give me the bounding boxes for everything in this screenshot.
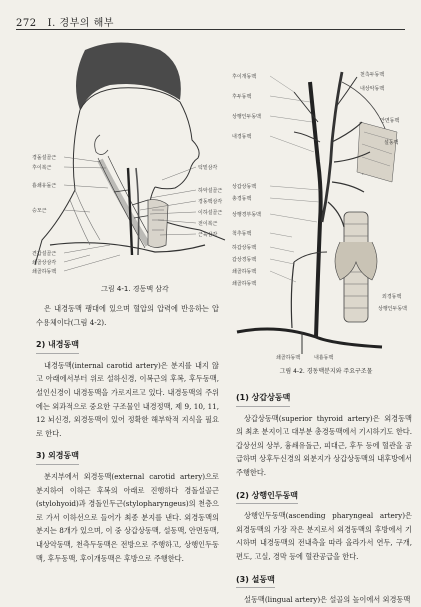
section-ascending-pharyngeal-heading: (2) 상행인두동맥 <box>236 489 298 505</box>
label-common-carotid: 총경동맥 <box>232 196 252 202</box>
figure-carotid-triangle <box>30 40 230 280</box>
label-occipital: 후두동맥 <box>232 94 252 100</box>
label-submandibular: 턱밑삼각 <box>198 165 218 171</box>
label-lingual: 설동맥 <box>384 140 399 146</box>
label-ascending-cervical: 상행경부동맥 <box>232 212 261 218</box>
label-omohyoid: 견갑설골근 <box>32 251 57 257</box>
page-number: 272 <box>16 18 37 29</box>
section-internal-carotid-heading: 2) 내경동맥 <box>36 338 79 354</box>
label-vertebral: 척추동맥 <box>232 231 252 237</box>
left-column <box>36 302 219 565</box>
label-subclavian-2: 쇄골하동맥 <box>232 281 257 287</box>
figure1-caption: 그림 4-1. 경동맥 삼각 <box>101 285 169 293</box>
label-scm: 흉쇄유돌근 <box>32 183 57 189</box>
label-trapezius: 승모근 <box>32 208 47 214</box>
section-external-carotid-heading: 3) 외경동맥 <box>36 449 79 465</box>
label-maxillary: 내상악동맥 <box>360 86 385 92</box>
label-inferior-thyroid: 하갑상동맥 <box>232 245 257 251</box>
section-internal-carotid-body: 내경동맥(internal carotid artery)은 분지를 내지 않고 아래에서부터 위로 설하신경, 이복근의 후복, 후두동맥, 설인신경이 내경동맥을 가로지르고 있다. 내경동맥의 주위에는 외과적으로 중요한 구조물인 내경정맥, 제 9, 10, 11, 12 뇌신경, 외경동맥이 있어 정확한 해부학적 지식을 필요로 한다. <box>36 360 219 438</box>
section-lingual-body: 설동맥(lingual artery)은 설골의 높이에서 외경동맥 <box>244 595 411 605</box>
label-posterior-auricular: 후이개동맥 <box>232 74 257 80</box>
label-anterior-digastric: 전이복근 <box>198 221 218 227</box>
label-ascending-pharyngeal: 상행인두동맥 <box>232 114 261 120</box>
section-superior-thyroid-body: 상갑상동맥(superior thyroid artery)은 외경동맥의 최초 분지이고 대부분 총경동맥에서 기시하기도 한다. 갑상선의 상부, 흉쇄유돌근, 피대근, 후두 등에 혈관을 공급하며 상후두신경의 외분지가 상갑상동맥의 내후방에서 주행한다. <box>236 413 412 477</box>
label-superficial-temporal: 천측두동맥 <box>360 72 385 78</box>
label-subclavian-1: 쇄골하동맥 <box>232 269 257 275</box>
figure-carotid-branches <box>232 62 414 362</box>
label-subclavian: 쇄골하동맥 <box>32 269 57 275</box>
label-superior-thyroid: 상갑상동맥 <box>232 184 257 190</box>
label-facial: 안면동맥 <box>380 118 400 124</box>
header-rule <box>16 29 405 30</box>
figure2-caption: 그림 4-2. 경동맥분지와 주요구조물 <box>279 368 373 375</box>
section-ascending-pharyngeal-body: 상행인두동맥(ascending pharyngeal artery)은 외경동맥의 가장 작은 분지로서 외경동맥의 후방에서 기시하며 내경동맥의 전내측을 따라 올라가서 연두, 구개, 편도, 고실, 경막 등에 혈관공급을 한다. <box>236 511 412 561</box>
chapter-title: I. 경부의 해부 <box>47 18 114 29</box>
label-subclavian-bottom: 쇄골하동맥 <box>276 355 301 361</box>
label-infrahyoid: 이하설골근 <box>198 210 223 216</box>
figure2-left-labels <box>232 73 261 287</box>
label-mylohyoid: 하악설골근 <box>198 188 223 194</box>
section-external-carotid-body: 분지부에서 외경동맥(external carotid artery)으로 분지하여 이하근 후복의 아래로 진행하다 경돌설골근(stylohyoid)과 경돌인두근(stylopharyngeus)의 천층으로 가서 이하선으로 들어가 최종 분지를 낸다. 외경동맥의 분지는 8개가 있으며, 이 중 상갑상동맥, 설동맥, 안면동맥, 내상악동맥, 천측두동맥은 전방으로 주행하고, 상행인두동맥, 후두동맥, 후이개동맥은 후방으로 주행한다. <box>36 471 219 563</box>
label-external-carotid: 외경동맥 <box>382 294 402 300</box>
figure1-right-labels <box>198 164 222 238</box>
label-muscular-triangle: 근육삼각 <box>198 232 218 238</box>
intro-paragraph: 은 내경동맥 팽대에 있으며 혈압의 압력에 반응하는 압수용체이다(그림 4-2). <box>36 304 219 327</box>
neck-anatomy-drawing <box>30 40 230 280</box>
label-carotid-triangle: 경동맥삼각 <box>198 199 223 205</box>
label-stylohyoid: 경돌설골근 <box>32 155 57 161</box>
figure1-left-labels <box>32 154 56 275</box>
section-lingual-heading: (3) 설동맥 <box>236 573 275 589</box>
label-posterior-digastric: 후이복근 <box>32 165 52 171</box>
label-ascending-pharyngeal-right: 상행인두동맥 <box>378 306 407 312</box>
section-superior-thyroid-heading: (1) 상갑상동맥 <box>236 391 290 407</box>
right-column <box>236 382 412 607</box>
label-internal-thoracic: 내흉동맥 <box>314 355 334 361</box>
label-supraclavicular: 쇄골상삼각 <box>32 260 57 266</box>
label-internal-carotid: 내경동맥 <box>232 134 252 140</box>
label-thyrocervical: 갑상경동맥 <box>232 257 257 263</box>
carotid-branches-drawing <box>232 62 414 362</box>
running-header <box>16 14 114 29</box>
